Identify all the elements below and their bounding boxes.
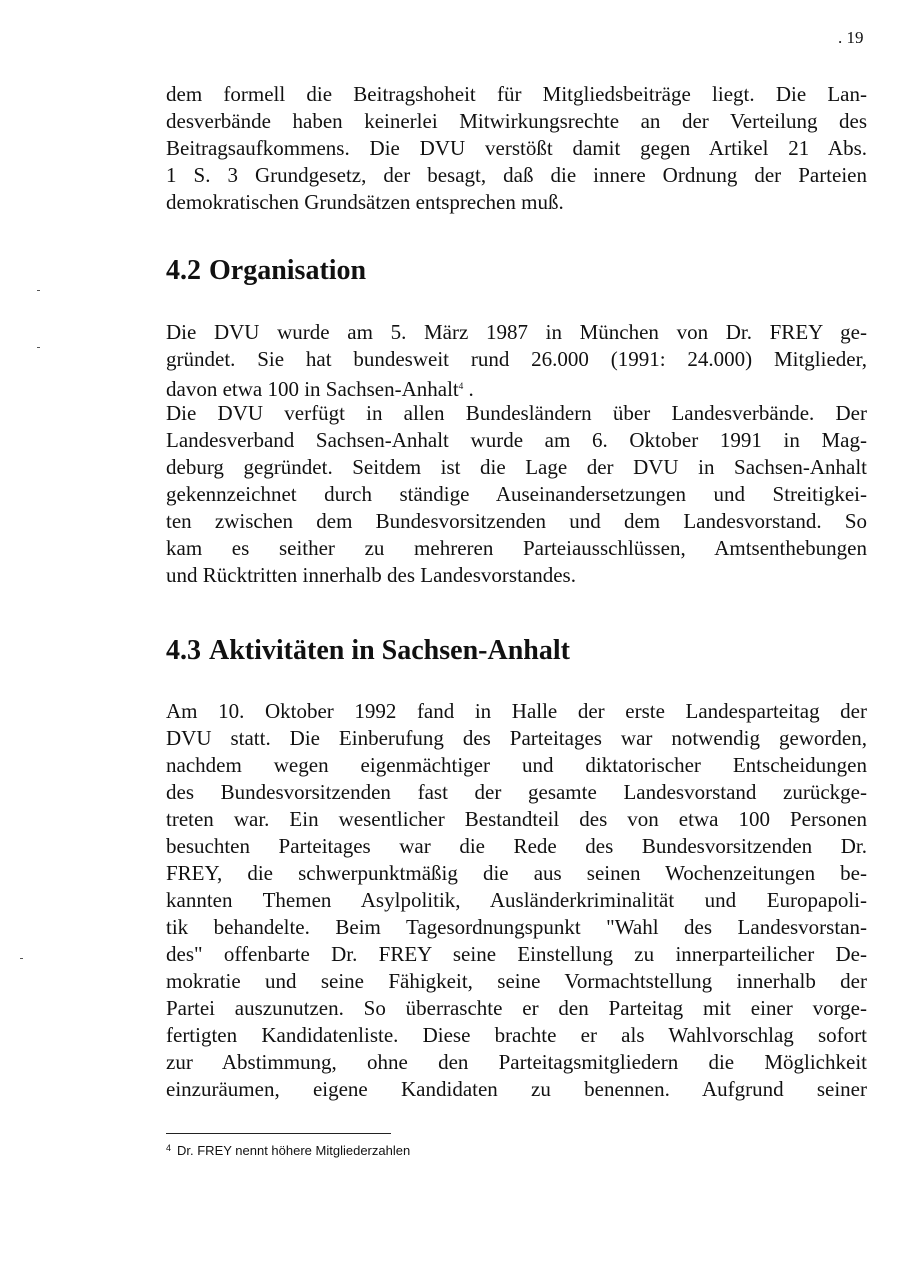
text-line: ten zwischen dem Bundesvorsitzenden und dem Landesvorstand. So — [166, 509, 867, 533]
text-line: des Bundesvorsitzenden fast der gesamte Landesvorstand zurückge- — [166, 780, 867, 804]
text-line: desverbände haben keinerlei Mitwirkungsrechte an der Verteilung des — [166, 109, 867, 133]
footnote-reference[interactable]: 4 — [458, 381, 464, 391]
text-line: Am 10. Oktober 1992 fand in Halle der erste Landesparteitag der — [166, 699, 867, 723]
text-line: Die DVU wurde am 5. März 1987 in München von Dr. FREY ge- — [166, 320, 867, 344]
section-heading-4-2 — [166, 255, 366, 287]
text-line: tik behandelte. Beim Tagesordnungspunkt "Wahl des Landesvorstan- — [166, 915, 867, 939]
text-run: davon etwa 100 in Sachsen-Anhalt — [166, 377, 459, 401]
text-line: kam es seither zu mehreren Parteiausschlüssen, Amtsenthebungen — [166, 536, 867, 560]
text-line: FREY, die schwerpunktmäßig die aus seinen Wochenzeitungen be- — [166, 861, 867, 885]
text-line: kannten Themen Asylpolitik, Ausländerkriminalität und Europapoli- — [166, 888, 867, 912]
footnote-divider — [166, 1133, 391, 1134]
text-run: . — [463, 377, 474, 401]
scan-speck — [20, 958, 23, 959]
text-line: zur Abstimmung, ohne den Parteitagsmitgliedern die Möglichkeit — [166, 1050, 867, 1074]
section-title: Aktivitäten in Sachsen-Anhalt — [209, 635, 570, 666]
text-line: gründet. Sie hat bundesweit rund 26.000 (1991: 24.000) Mitglieder, — [166, 347, 867, 371]
text-line: gekennzeichnet durch ständige Auseinandersetzungen und Streitigkei- — [166, 482, 867, 506]
text-line: 1 S. 3 Grundgesetz, der besagt, daß die innere Ordnung der Parteien — [166, 163, 867, 187]
page-number: . 19 — [838, 28, 864, 47]
section-number: 4.3 — [166, 635, 201, 666]
text-line: DVU statt. Die Einberufung des Parteitages war notwendig geworden, — [166, 726, 867, 750]
scan-speck — [37, 290, 40, 291]
text-line: und Rücktritten innerhalb des Landesvorstandes. — [166, 563, 576, 587]
text-line: Landesverband Sachsen-Anhalt wurde am 6. Oktober 1991 in Mag- — [166, 428, 867, 452]
text-line: dem formell die Beitragshoheit für Mitgliedsbeiträge liegt. Die Lan- — [166, 82, 867, 106]
section-number: 4.2 — [166, 255, 201, 286]
scan-speck — [37, 347, 40, 348]
section-heading-4-3 — [166, 635, 570, 667]
text-line: mokratie und seine Fähigkeit, seine Vormachtstellung innerhalb der — [166, 969, 867, 993]
text-line: einzuräumen, eigene Kandidaten zu benennen. Aufgrund seiner — [166, 1077, 867, 1101]
text-line: fertigten Kandidatenliste. Diese brachte er als Wahlvorschlag sofort — [166, 1023, 867, 1047]
text-line: besuchten Parteitages war die Rede des Bundesvorsitzenden Dr. — [166, 834, 867, 858]
text-line: des" offenbarte Dr. FREY seine Einstellung zu innerparteilicher De- — [166, 942, 867, 966]
text-line: deburg gegründet. Seitdem ist die Lage der DVU in Sachsen-Anhalt — [166, 455, 867, 479]
text-line: Beitragsaufkommens. Die DVU verstößt damit gegen Artikel 21 Abs. — [166, 136, 867, 160]
footnote-mark: 4 — [166, 1143, 172, 1153]
text-line: Partei auszunutzen. So überraschte er den Parteitag mit einer vorge- — [166, 996, 867, 1020]
footnote — [166, 1143, 410, 1158]
section-title: Organisation — [209, 255, 367, 286]
text-line: demokratischen Grundsätzen entsprechen muß. — [166, 190, 564, 214]
footnote-text: Dr. FREY nennt höhere Mitgliederzahlen — [177, 1143, 411, 1158]
text-line: treten war. Ein wesentlicher Bestandteil des von etwa 100 Personen — [166, 807, 867, 831]
text-line: Die DVU verfügt in allen Bundesländern über Landesverbände. Der — [166, 401, 867, 425]
text-line: nachdem wegen eigenmächtiger und diktatorischer Entscheidungen — [166, 753, 867, 777]
